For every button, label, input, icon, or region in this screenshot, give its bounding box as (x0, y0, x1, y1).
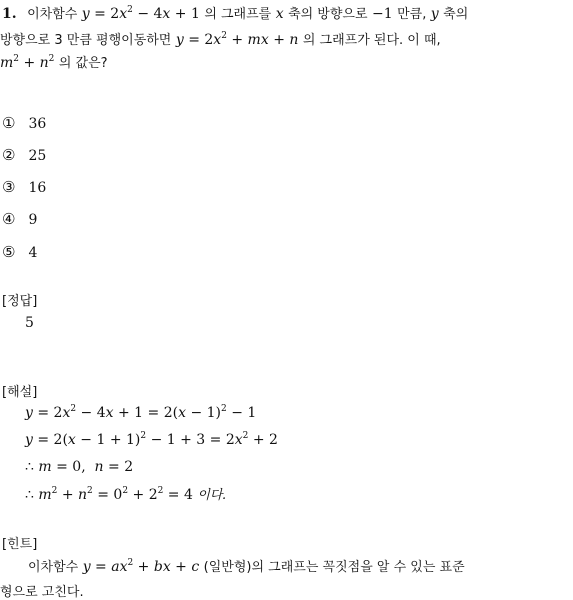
choice-mark: ③ (2, 178, 16, 196)
question-text: 이차함수 (27, 7, 78, 22)
hint-label: [힌트] (2, 537, 38, 552)
equation: $y = 2x^2 - 4x + 1$ (81, 5, 200, 22)
shift-value: −1 (372, 6, 393, 22)
choice-1[interactable] (2, 114, 46, 132)
question-text: 축의 (443, 7, 469, 22)
equation: $y = 2x^2$ + mx + n (175, 31, 299, 48)
choice-value: 16 (28, 180, 47, 196)
question-line-3 (0, 52, 108, 71)
choice-value: 9 (28, 212, 38, 228)
question-text: 의 값은? (58, 56, 108, 71)
question-text: 만큼, (397, 7, 427, 22)
question-number: 1. (2, 6, 17, 22)
hint-text: 이차함수 (28, 560, 79, 575)
choice-mark: ⑤ (2, 243, 16, 261)
choice-4[interactable] (2, 210, 37, 228)
choice-2[interactable] (2, 146, 46, 164)
solution-line-1: $y = 2x^2 - 4x + 1 = 2(x - 1)^2 - 1$ (25, 404, 257, 421)
variable-x: x (275, 6, 284, 22)
variable-y: y (430, 6, 439, 22)
hint-line-2: 형으로 고친다. (0, 585, 84, 600)
answer-label: [정답] (2, 294, 38, 309)
choice-3[interactable] (2, 178, 46, 196)
hint-text: (일반형)의 그래프는 꼭짓점을 알 수 있는 표준 (203, 560, 465, 575)
choice-mark: ④ (2, 210, 16, 228)
question-text: 방향으로 3 만큼 평행이동하면 (0, 33, 172, 48)
solution-line-3: ∴ m = 0, n = 2 (25, 459, 134, 475)
solution-line-2: $y = 2(x - 1 + 1)^2 - 1 + 3 = 2x^2 + 2$ (25, 431, 278, 448)
question-text: 의 그래프를 (204, 7, 272, 22)
choice-value: 25 (28, 148, 47, 164)
hint-line-1 (28, 556, 465, 575)
question-text: 축의 방향으로 (288, 7, 368, 22)
solution-suffix: 이다. (197, 488, 227, 503)
choice-value: 4 (28, 245, 38, 261)
equation: $m^2 + n^2$ (0, 54, 55, 71)
solution-line-4: ∴ $m^2 + n^2 = 0^2 + 2^2 = 4$ 이다. (25, 486, 227, 503)
question-line-2 (0, 29, 441, 48)
equation: $y = ax^2$ + bx + c (82, 558, 200, 575)
question-text: 의 그래프가 된다. 이 때, (302, 33, 441, 48)
solution-label: [해설] (2, 385, 38, 400)
answer-value: 5 (25, 315, 34, 331)
choice-value: 36 (28, 116, 47, 132)
choice-mark: ② (2, 146, 16, 164)
choice-mark: ① (2, 114, 16, 132)
question-line-1 (2, 3, 468, 22)
choice-5[interactable] (2, 243, 37, 261)
